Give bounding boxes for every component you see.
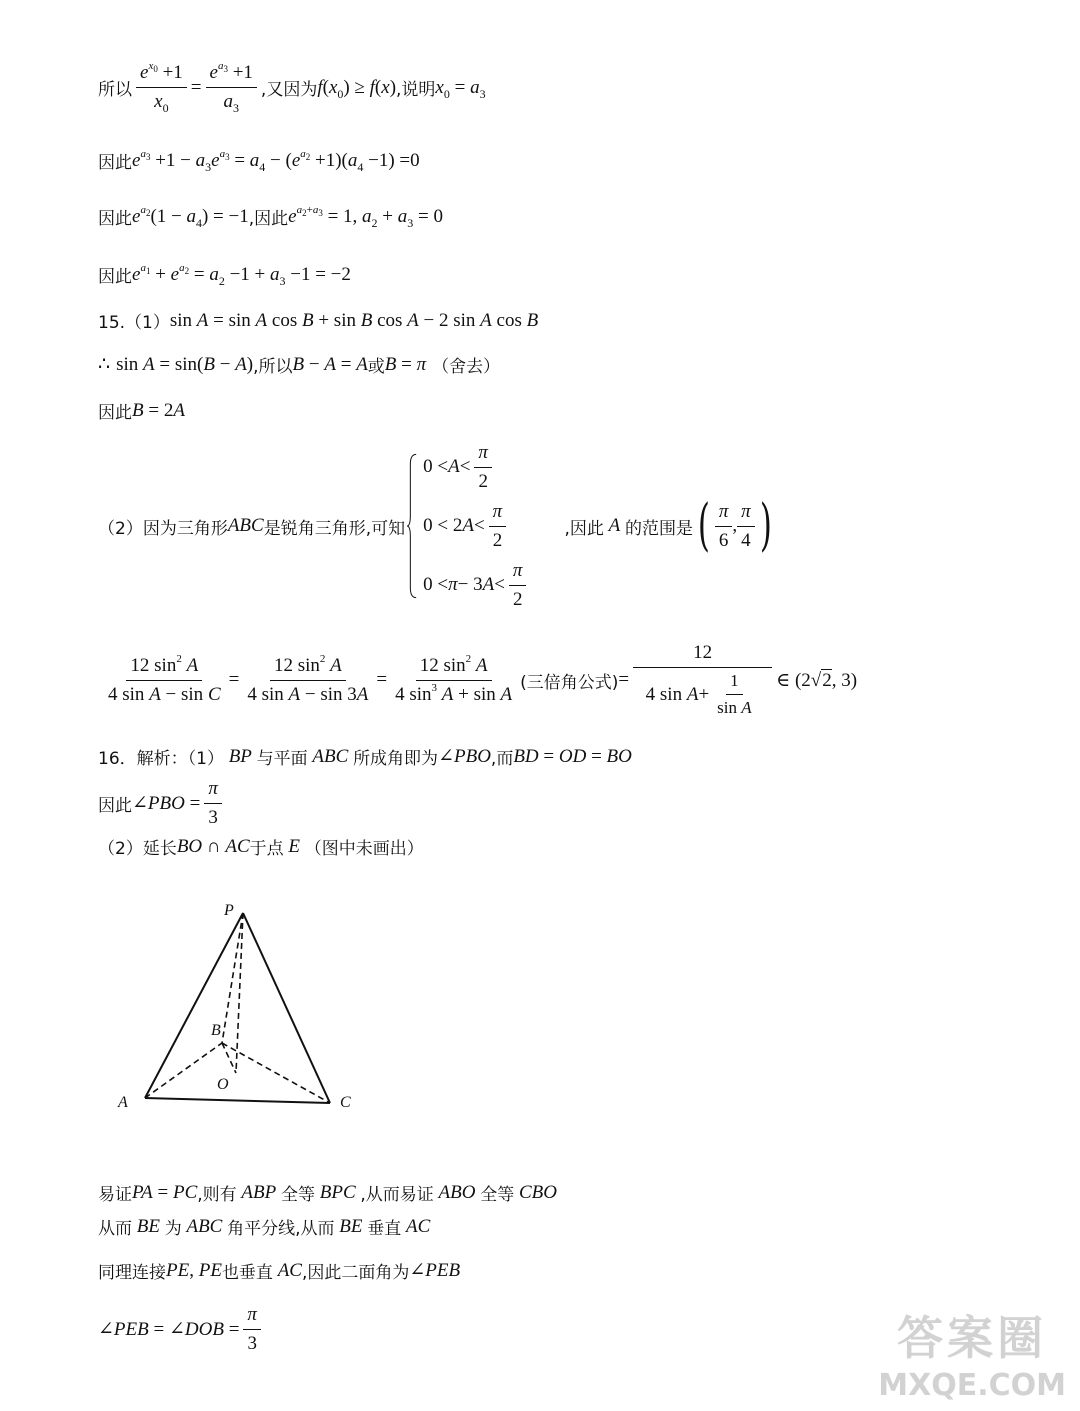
fraction: $\frac{e^{x_0} +1}{x_0}$ <box>136 62 187 113</box>
label-C: C <box>340 1094 351 1111</box>
q15-part2: （2）因为三角形 ABC 是锐角三角形,可知 0 < A < $\frac{\pi}{2}$ 0 < 2 A < $\frac{\pi}{2}$ 0 < π − 3 A < $\frac{\pi}{2}$ ,因此 A 的范围是 ( $\frac{\pi}{6}$ , $\frac{\pi}{4}$ ) <box>98 438 777 614</box>
fraction: $\frac{e^{a_3} +1}{a_3}$ <box>206 62 257 113</box>
label-O: O <box>217 1076 229 1093</box>
label-P: P <box>224 902 234 919</box>
q15-expression: $\frac{12 \sin^2 A}{\text{4 sin A − sin C}}$ = $\frac{12 \sin^2 A}{\text{4 sin A − sin 3A}}$ = $\frac{12 \sin^2 A}{4 \sin^3 A + \sin A}$ (三倍角公式) = 12 4 sin A + $\frac{1}{\text{sin A}}$ ∈ (2√2, 3) <box>108 642 858 717</box>
q16-part2: （2）延长 BO ∩ AC 于点 E （图中未画出） <box>98 835 424 859</box>
cases-system: 0 < A < $\frac{\pi}{2}$ 0 < 2 A < $\frac{\pi}{2}$ 0 < π − 3 A < $\frac{\pi}{2}$ <box>407 438 530 614</box>
proof-line-3: 同理连接 PE, PE 也垂直 AC ,因此二面角为 ∠PEB <box>98 1259 461 1283</box>
proof-line-4: ∠PEB = ∠DOB = $\frac{\pi}{3}$ <box>98 1304 265 1355</box>
edge-BC <box>222 1043 330 1103</box>
edge-AB <box>145 1043 222 1098</box>
eq-line-2: 因此 $e^{a_3} +1 - a_3e^{a_3} = a_4 - (e^{a_2} +1)(a_4 -1) =0$ <box>98 147 420 174</box>
edge-BO <box>222 1043 236 1073</box>
tetrahedron-figure <box>110 895 370 1120</box>
proof-line-2: 从而 BE 为 ABC 角平分线,从而 BE 垂直 AC <box>98 1215 431 1239</box>
eq-line-1: 所以 $\frac{e^{x_0} +1}{x_0}$ = $\frac{e^{a_3} +1}{a_3}$ ,又因为 $f(x_0) \ge f(x)$ ,说明 $x_0 = a_3$ <box>98 60 486 115</box>
q15-therefore: ∴ sin A = sin(B − A) ,所以 B − A = A 或 B = π （舍去） <box>98 353 501 377</box>
left-brace-icon <box>407 438 417 614</box>
q15-result: 因此 B = 2A <box>98 399 185 423</box>
q15-part1: 15.（1） sin A = sin A cos B + sin B cos A − 2 sin A cos B <box>98 309 539 333</box>
label-B: B <box>211 1022 221 1039</box>
edge-PC <box>243 913 330 1103</box>
eq-line-4: 因此 $e^{a_1} + e^{a_2} = a_2 -1 + a_3 -1 = -2$ <box>98 261 351 288</box>
q16-angle: 因此 ∠PBO = $\frac{\pi}{3}$ <box>98 778 226 829</box>
q16-part1: 16．解析：（1） BP 与平面 ABC 所成角即为 ∠PBO ,而 BD = OD = BO <box>98 745 632 769</box>
watermark-brand: 答案圈 <box>897 1311 1048 1365</box>
label-A: A <box>118 1094 128 1111</box>
proof-line-1: 易证 PA = PC ,则有 ABP 全等 BPC ,从而易证 ABO 全等 CBO <box>98 1181 557 1205</box>
watermark <box>878 1302 1066 1403</box>
edge-AC <box>145 1098 330 1103</box>
eq-line-3: 因此 $e^{a_2}(1 - a_4) = -1$ ,因此 $e^{a_2+a_3} = 1$, $a_2 + a_3 = 0$ <box>98 203 443 230</box>
watermark-site: MXQE.COM <box>878 1368 1066 1403</box>
